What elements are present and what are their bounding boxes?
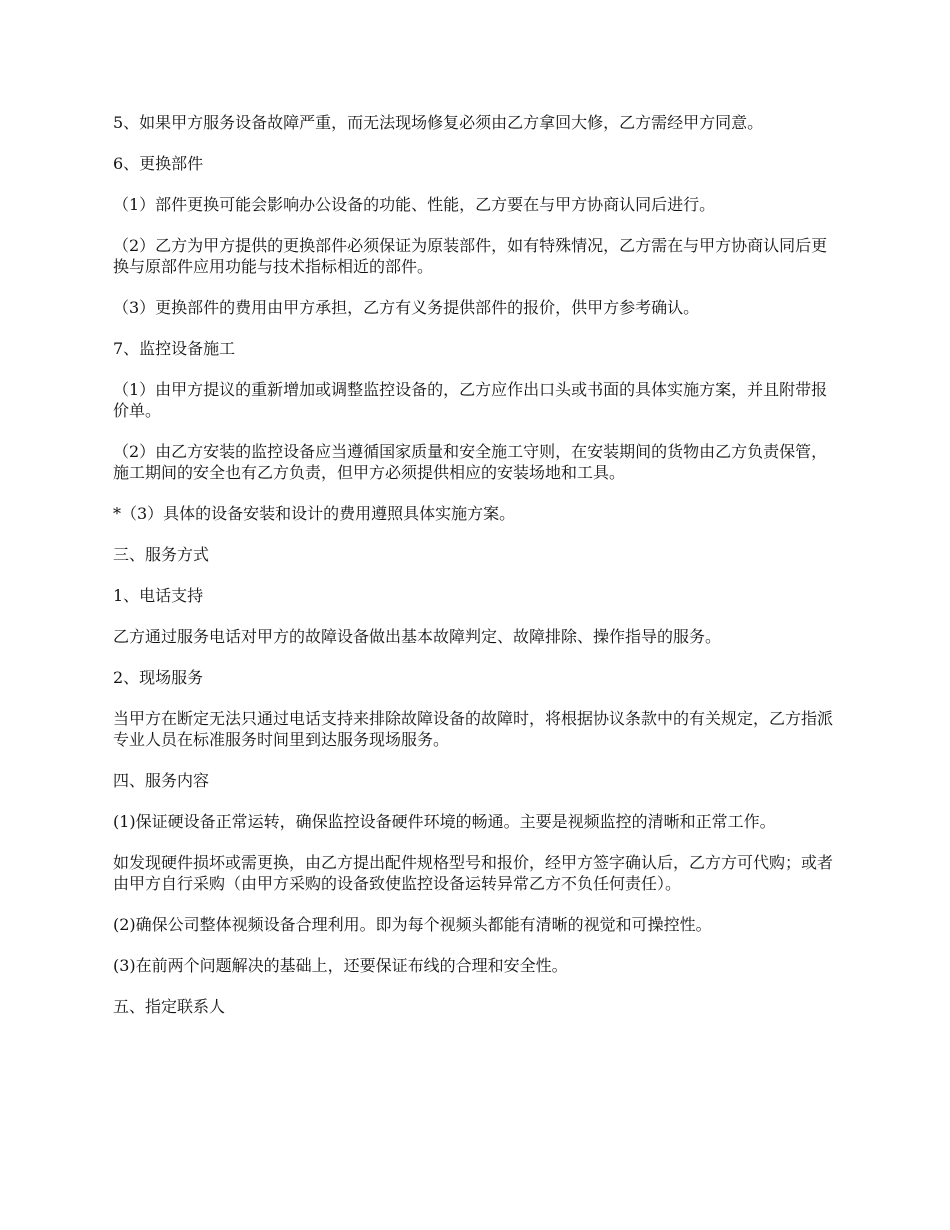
- section-heading: 三、服务方式: [113, 545, 210, 564]
- paragraph: 乙方通过服务电话对甲方的故障设备做出基本故障判定、故障排除、操作指导的服务。: [113, 627, 722, 646]
- paragraph: 如发现硬件损坏或需更换，由乙方提出配件规格型号和报价，经甲方签字确认后，乙方方可代购；或者由甲方自行采购（由甲方采购的设备致使监控设备运转异常乙方不负任何责任）。: [113, 853, 834, 893]
- section-heading: 6、更换部件: [113, 154, 204, 173]
- section-heading: 四、服务内容: [113, 771, 210, 790]
- paragraph: （1）由甲方提议的重新增加或调整监控设备的，乙方应作出口头或书面的具体实施方案，并且附带报价单。: [113, 380, 828, 420]
- section-heading: 1、电话支持: [113, 586, 204, 605]
- paragraph: (1)保证硬设备正常运转，确保监控设备硬件环境的畅通。主要是视频监控的清晰和正常工作。: [113, 812, 776, 831]
- paragraph: *（3）具体的设备安装和设计的费用遵照具体实施方案。: [113, 504, 516, 523]
- paragraph: （2）由乙方安装的监控设备应当遵循国家质量和安全施工守则，在安装期间的货物由乙方负责保管，施工期间的安全也有乙方负责，但甲方必须提供相应的安装场地和工具。: [113, 442, 828, 482]
- paragraph: （3）更换部件的费用由甲方承担，乙方有义务提供部件的报价，供甲方参考确认。: [113, 298, 700, 317]
- paragraph: （1）部件更换可能会影响办公设备的功能、性能，乙方要在与甲方协商认同后进行。: [113, 195, 716, 214]
- section-heading: 五、指定联系人: [113, 997, 226, 1016]
- section-heading: 7、监控设备施工: [113, 339, 236, 358]
- section-heading: 2、现场服务: [113, 668, 204, 687]
- paragraph: 5、如果甲方服务设备故障严重，而无法现场修复必须由乙方拿回大修，乙方需经甲方同意。: [113, 113, 764, 132]
- paragraph: (2)确保公司整体视频设备合理利用。即为每个视频头都能有清晰的视觉和可操控性。: [113, 915, 712, 934]
- paragraph: （2）乙方为甲方提供的更换部件必须保证为原装部件，如有特殊情况，乙方需在与甲方协商认同后更换与原部件应用功能与技术指标相近的部件。: [113, 236, 828, 276]
- document-body: [113, 112, 841, 1037]
- paragraph: (3)在前两个问题解决的基础上，还要保证布线的合理和安全性。: [113, 956, 568, 975]
- paragraph: 当甲方在断定无法只通过电话支持来排除故障设备的故障时，将根据协议条款中的有关规定，乙方指派专业人员在标准服务时间里到达服务现场服务。: [113, 709, 834, 749]
